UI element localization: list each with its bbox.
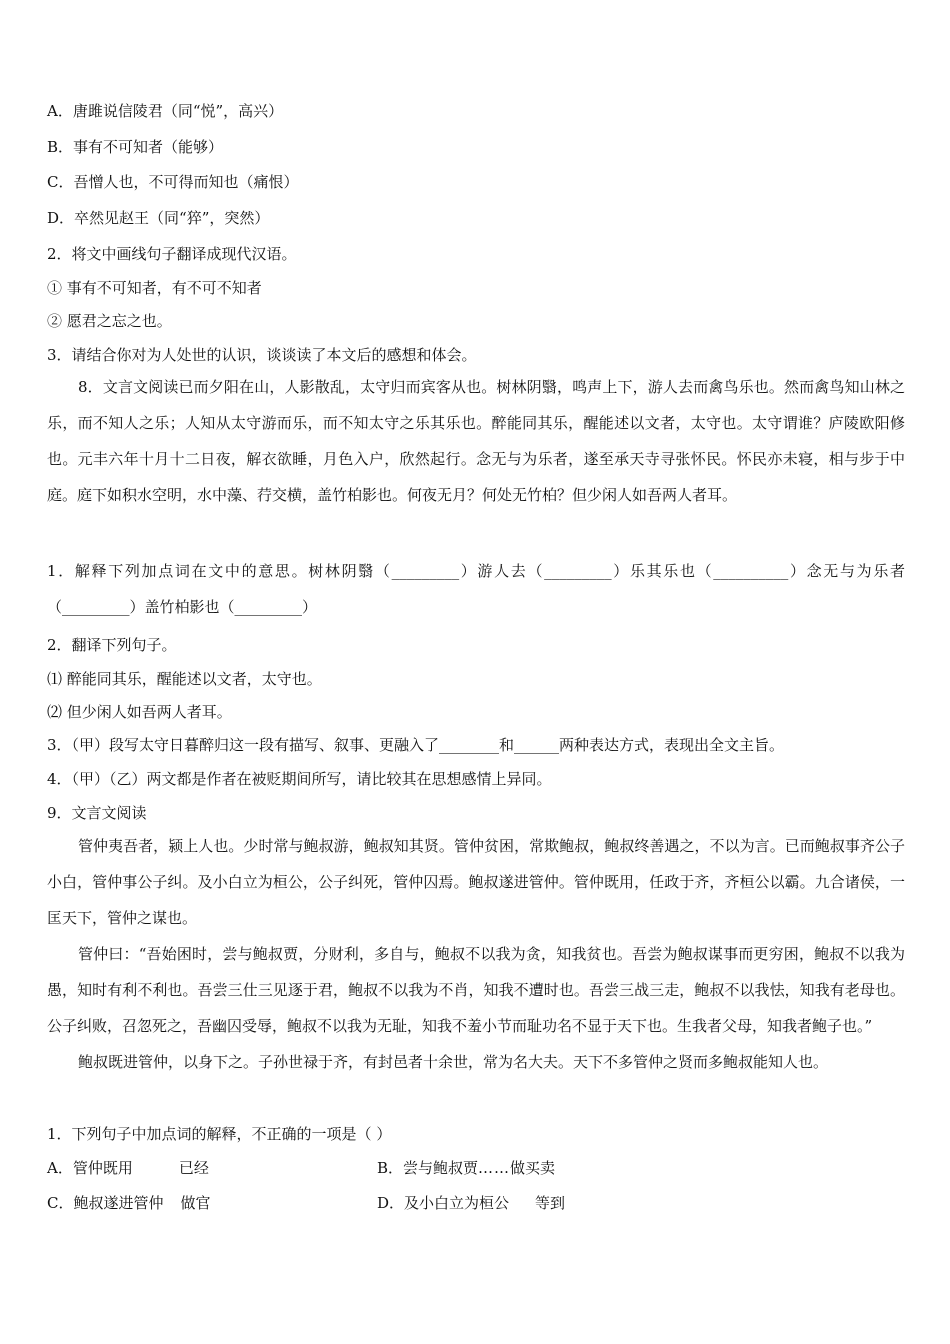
q9-paragraph-1: 管仲夷吾者，颍上人也。少时常与鲍叔游，鲍叔知其贤。管仲贫困，常欺鲍叔，鲍叔终善遇之，不以为言。已而鲍叔事齐公子小白，管仲事公子纠。及小白立为桓公，公子纠死，管仲囚焉。鲍叔遂进管仲。管仲既用，任政于齐，齐桓公以霸。九合诸侯，一匡天下，管仲之谋也。	[47, 837, 905, 927]
q9-option-b-gloss: 做买卖	[510, 1159, 556, 1177]
q8-passage	[47, 369, 905, 513]
q9-option-d	[377, 1193, 565, 1213]
q7-sentence-2: ② 愿君之忘之也。	[47, 312, 172, 330]
q9-question-1: 1．下列句子中加点词的解释，不正确的一项是（ ）	[47, 1125, 392, 1143]
q8-question-4: 4．（甲）（乙）两文都是作者在被贬期间所写，请比较其在思想感情上异同。	[47, 770, 552, 788]
q9-option-c-text: C．鲍叔遂进管仲	[47, 1194, 164, 1212]
q7-option-b: B．事有不可知者（能够）	[47, 138, 224, 156]
q8-sentence-1: ⑴ 醉能同其乐，醒能述以文者，太守也。	[47, 670, 322, 688]
q9-option-d-gloss: 等到	[535, 1194, 566, 1212]
q9-passage	[47, 828, 905, 1080]
q9-option-b	[377, 1158, 555, 1178]
q9-option-d-text: D．及小白立为桓公	[377, 1194, 510, 1212]
q9-paragraph-2: 管仲曰：“吾始困时，尝与鲍叔贾，分财利，多自与，鲍叔不以我为贪，知我贫也。吾尝为鲍叔谋事而更穷困，鲍叔不以我为愚，知时有利不利也。吾尝三仕三见逐于君，鲍叔不以我为不肖，知我不遭时也。吾尝三战三走，鲍叔不以我怯，知我有老母也。公子纠败，召忽死之，吾幽囚受辱，鲍叔不以我为无耻，知我不羞小节而耻功名不显于天下也。生我者父母，知我者鲍子也。”	[47, 945, 905, 1035]
q8-question-3: 3．（甲）段写太守日暮醉归这一段有描写、叙事、更融入了________和______两种表达方式，表现出全文主旨。	[47, 736, 785, 754]
q9-title: 9．文言文阅读	[47, 804, 147, 822]
emphasis-dots: ……	[478, 1159, 511, 1177]
q9-option-c	[47, 1193, 211, 1213]
q7-option-a: A．唐雎说信陵君（同“悦”，高兴）	[47, 102, 284, 120]
q9-option-c-gloss: 做官	[180, 1194, 211, 1212]
q7-option-d: D．卒然见赵王（同“猝”，突然）	[47, 209, 270, 227]
q8-sentence-2: ⑵ 但少闲人如吾两人者耳。	[47, 703, 232, 721]
q8-question-1: 1．解释下列加点词在文中的意思。树林阴翳（_________）游人去（_________）乐其乐也（__________）念无与为乐者（_________）盖竹柏影也（_________）	[47, 562, 905, 616]
q9-option-a-text: A．管仲既用	[47, 1159, 133, 1177]
q8-passage-text: 8．文言文阅读已而夕阳在山，人影散乱，太守归而宾客从也。树林阴翳，鸣声上下，游人去而禽鸟乐也。然而禽鸟知山林之乐，而不知人之乐；人知从太守游而乐，而不知太守之乐其乐也。醉能同其乐，醒能述以文者，太守也。太守谓谁？庐陵欧阳修也。元丰六年十月十二日夜，解衣欲睡，月色入户，欣然起行。念无与为乐者，遂至承天寺寻张怀民。怀民亦未寝，相与步于中庭。庭下如积水空明，水中藻、荇交横，盖竹柏影也。何夜无月？何处无竹柏？但少闲人如吾两人者耳。	[47, 378, 905, 504]
q7-question-3: 3．请结合你对为人处世的认识，谈谈读了本文后的感想和体会。	[47, 346, 477, 364]
q7-option-c: C．吾憎人也，不可得而知也（痛恨）	[47, 173, 299, 191]
q9-option-a	[47, 1158, 209, 1178]
q8-question-2: 2．翻译下列句子。	[47, 636, 177, 654]
q9-option-a-gloss: 已经	[178, 1159, 209, 1177]
q7-sentence-1: ① 事有不可知者，有不可不知者	[47, 279, 262, 297]
q9-option-b-text: B．尝与鲍叔贾	[377, 1159, 479, 1177]
q9-paragraph-3: 鲍叔既进管仲，以身下之。子孙世禄于齐，有封邑者十余世，常为名大夫。天下不多管仲之贤而多鲍叔能知人也。	[78, 1053, 829, 1071]
q7-question-2: 2．将文中画线句子翻译成现代汉语。	[47, 245, 297, 263]
